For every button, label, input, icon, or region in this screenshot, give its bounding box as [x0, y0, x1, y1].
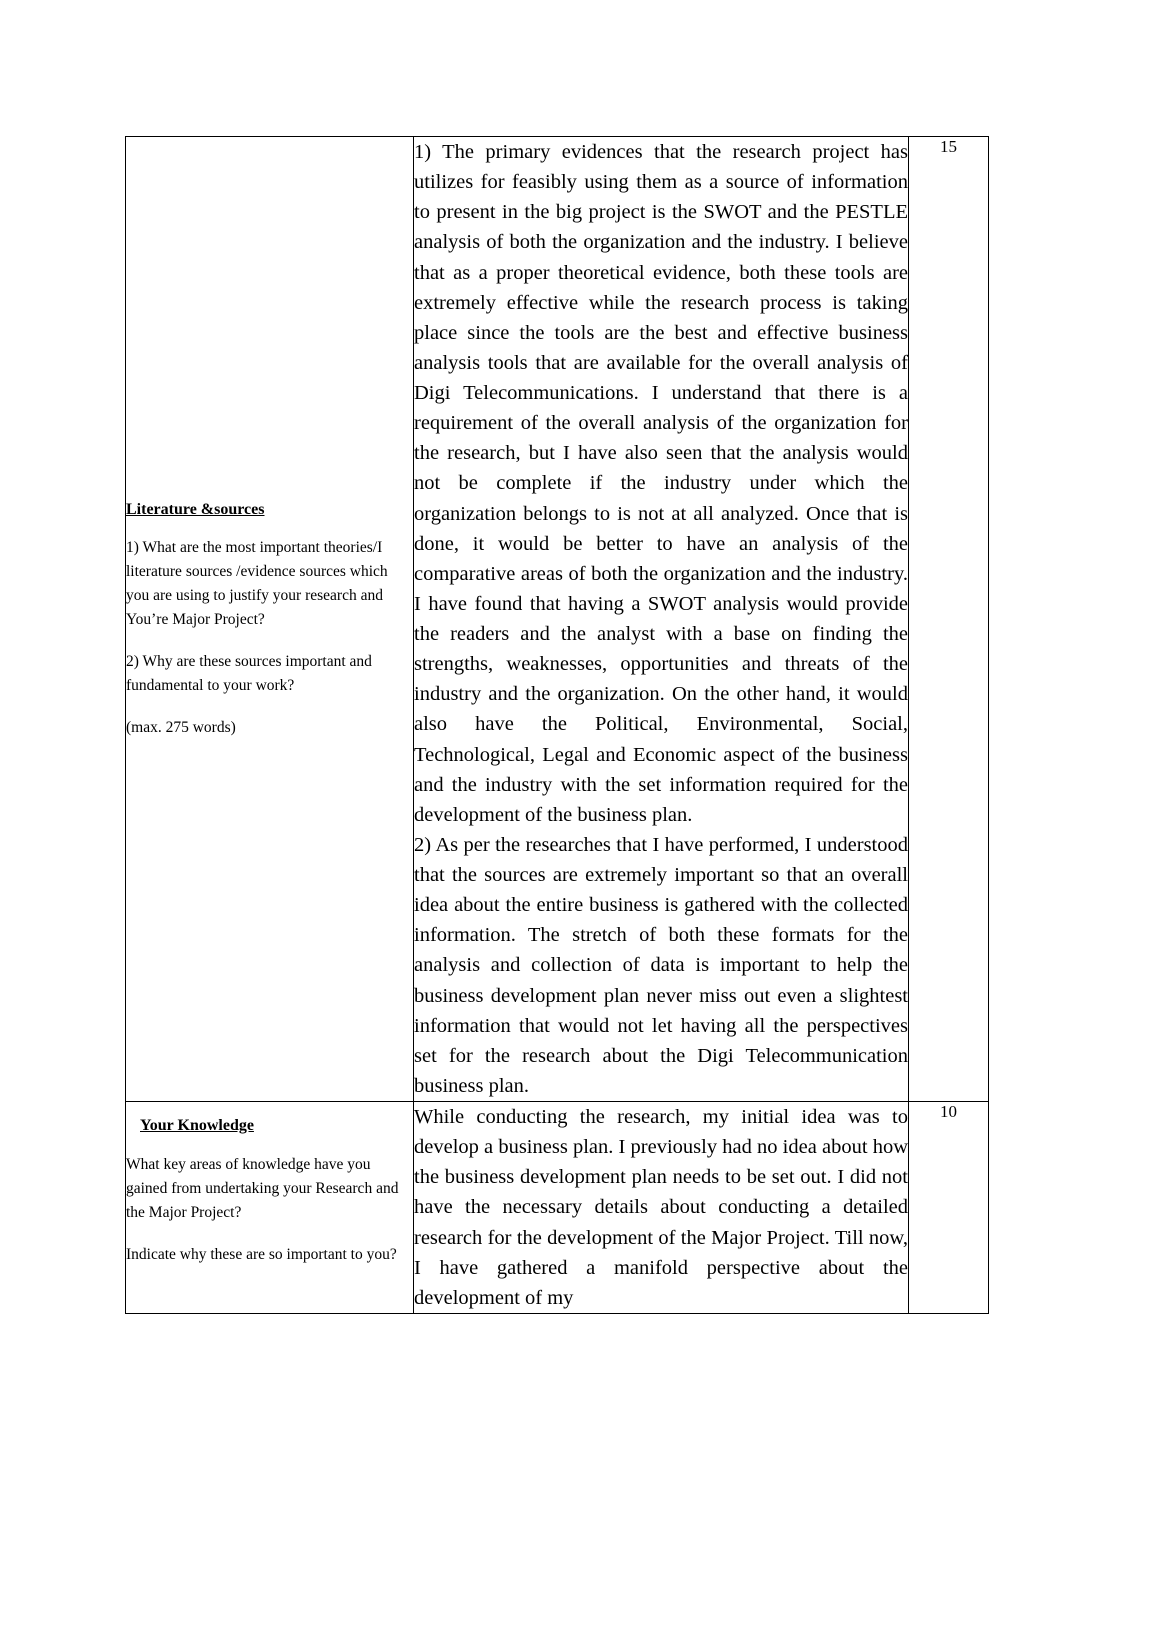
prompt-word-limit: (max. 275 words): [126, 719, 236, 737]
answer-cell-knowledge: [414, 1102, 909, 1314]
prompt-cell-knowledge: [126, 1102, 414, 1314]
prompt-cell-literature: [126, 137, 414, 1102]
prompt-question-1: What key areas of knowledge have you gained from undertaking your Research and the Major Project?: [126, 1155, 399, 1221]
marks-cell-literature: 15: [909, 137, 989, 1102]
prompt-question-2: 2) Why are these sources important and fundamental to your work?: [126, 653, 372, 695]
table-row: [126, 137, 989, 1102]
answer-paragraph-1: 1) The primary evidences that the research project has utilizes for feasibly using them as a source of information to present in the big project is the SWOT and the PESTLE analysis of both the organization and the industry. I believe that as a proper theoretical evidence, both these tools are extremely effective while the research process is taking place since the tools are the best and effective business analysis tools that are available for the overall analysis of Digi Telecommunications. I understand that there is a requirement of the overall analysis of the organization for the research, but I have also seen that the analysis would not be complete if the industry under which the organization belongs to is not at all analyzed. Once that is done, it would be better to have an analysis of the comparative areas of both the organization and the industry. I have found that having a SWOT analysis would provide the readers and the analyst with a base on finding the strengths, weaknesses, opportunities and threats of the industry and the organization. On the other hand, it would also have the Political, Environmental, Social, Technological, Legal and Economic aspect of the business and the industry with the set information required for the development of the business plan.: [414, 141, 908, 826]
prompt-question-2: Indicate why these are so important to you?: [126, 1245, 397, 1263]
prompt-heading-literature: Literature &sources: [126, 500, 265, 518]
prompt-question-1: 1) What are the most important theories/I literature sources /evidence sources which you are using to justify your research and You’re Major Project?: [126, 539, 388, 629]
reflection-table: [125, 136, 989, 1314]
marks-cell-knowledge: 10: [909, 1102, 989, 1314]
table-row: [126, 1102, 989, 1314]
prompt-heading-knowledge: Your Knowledge: [140, 1117, 254, 1134]
answer-cell-literature: [414, 137, 909, 1102]
answer-paragraph-2: 2) As per the researches that I have performed, I understood that the sources are extremely important so that an overall idea about the entire business is gathered with the collected information. The stretch of both these formats for the analysis and collection of data is important to help the business development plan never miss out even a slightest information that would not let having all the perspectives set for the research about the Digi Telecommunication business plan.: [414, 833, 908, 1097]
answer-paragraph-1: While conducting the research, my initial idea was to develop a business plan. I previously had no idea about how the business development plan needs to be set out. I did not have the necessary details about conducting a detailed research for the development of the Major Project. Till now, I have gathered a manifold perspective about the development of my: [414, 1106, 908, 1309]
